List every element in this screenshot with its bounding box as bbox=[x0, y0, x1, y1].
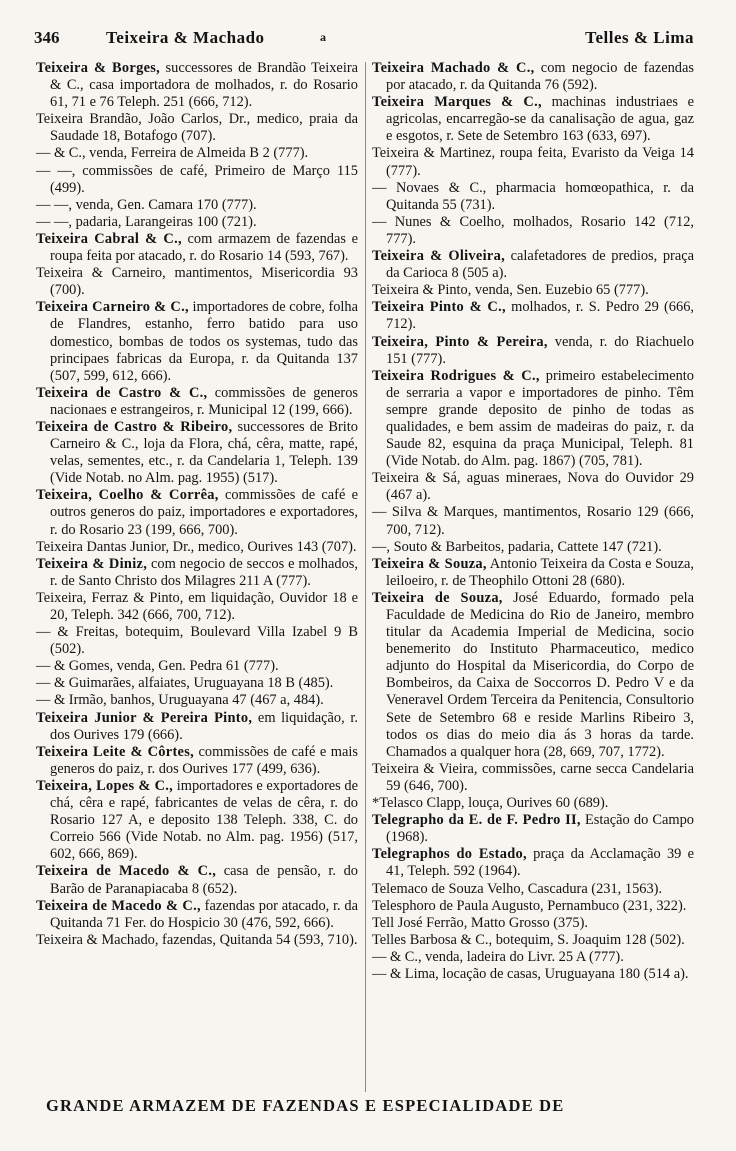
directory-entry bbox=[36, 231, 358, 265]
directory-entry bbox=[36, 624, 358, 658]
running-title-right: Telles & Lima bbox=[585, 28, 694, 47]
directory-entry bbox=[36, 265, 358, 299]
entry-text: Teixeira & Machado, fazendas, Quitanda 54 (593, 710). bbox=[36, 931, 358, 948]
page-header bbox=[34, 28, 694, 56]
entry-name: Teixeira, Lopes & C., bbox=[36, 777, 174, 794]
directory-entry bbox=[372, 932, 694, 949]
entry-name: Teixeira de Macedo & C., bbox=[36, 863, 217, 880]
entry-text: — & Freitas, botequim, Boulevard Villa Izabel 9 B (502). bbox=[36, 624, 358, 658]
entry-name: Teixeira de Castro & Ribeiro, bbox=[36, 418, 233, 435]
entry-name: Teixeira Marques & C., bbox=[372, 94, 542, 111]
entry-name: Teixeira Rodrigues & C., bbox=[372, 367, 540, 384]
entry-name: Teixeira de Castro & C., bbox=[36, 384, 208, 401]
directory-entry bbox=[372, 590, 694, 761]
directory-entry bbox=[372, 60, 694, 94]
directory-entry bbox=[36, 556, 358, 590]
entry-text: com armazem de fazendas e roupa feita por atacado, r. do Rosario 14 (593, 767). bbox=[50, 230, 359, 265]
entry-text: calafetadores de predios, praça da Carioca 8 (505 a). bbox=[386, 248, 694, 282]
entry-name: Teixeira de Souza, bbox=[372, 589, 503, 606]
directory-entry bbox=[36, 863, 358, 897]
running-title-left: Teixeira & Machado bbox=[106, 28, 265, 47]
left-column bbox=[36, 60, 358, 949]
directory-entry bbox=[372, 334, 694, 368]
directory-entry bbox=[372, 898, 694, 915]
directory-entry bbox=[372, 556, 694, 590]
entry-text: Telesphoro de Paula Augusto, Pernambuco (231, 322). bbox=[372, 897, 687, 914]
entry-text: — —, commissões de café, Primeiro de Março 115 (499). bbox=[36, 162, 358, 196]
entry-text: successores de Brito Carneiro & C., loja da Flora, chá, cêra, matte, rapé, velas, sementes, etc., r. da Candelaria 1, Teleph. 139 (Vide Notab. no Alm. pag. 1955) (517). bbox=[50, 418, 358, 487]
directory-entry bbox=[36, 214, 358, 231]
directory-entry bbox=[372, 94, 694, 145]
entry-text: importadores e exportadores de chá, cêra e rapé, fabricantes de velas de cêra, r. do Rosario 127 A, e deposito 138 Teleph. 338, C. do Correio 566 (Vide Notab. no Alm. pag. 1956) (517, 602, 666, 869). bbox=[50, 777, 358, 863]
entry-name: Teixeira Cabral & C., bbox=[36, 230, 182, 247]
directory-entry bbox=[36, 60, 358, 111]
directory-entry bbox=[36, 385, 358, 419]
directory-entry bbox=[372, 812, 694, 846]
entry-text: — & C., venda, ladeira do Livr. 25 A (777). bbox=[372, 948, 624, 965]
directory-entry bbox=[372, 949, 694, 966]
directory-entry bbox=[36, 932, 358, 949]
entry-text: machinas industriaes e agricolas, encarregão-se da canalisação de agua, gaz e esgotos, r. Sete de Setembro 163 (633, 697). bbox=[386, 94, 694, 145]
entry-text: Teixeira & Pinto, venda, Sen. Euzebio 65 (777). bbox=[372, 282, 649, 299]
directory-entry bbox=[36, 658, 358, 675]
entry-text: em liquidação, r. dos Ourives 179 (666). bbox=[50, 709, 358, 743]
directory-entry bbox=[372, 470, 694, 504]
entry-name: Teixeira de Macedo & C., bbox=[36, 897, 201, 914]
entry-text: venda, r. do Riachuelo 151 (777). bbox=[386, 333, 694, 367]
entry-text: Teixeira & Carneiro, mantimentos, Misericordia 93 (700). bbox=[36, 265, 358, 299]
directory-entry bbox=[372, 881, 694, 898]
directory-entry bbox=[36, 487, 358, 538]
directory-entry bbox=[36, 744, 358, 778]
entry-text: Estação do Campo (1968). bbox=[386, 812, 695, 846]
directory-entry bbox=[372, 795, 694, 812]
directory-entry bbox=[36, 590, 358, 624]
entry-text: molhados, r. S. Pedro 29 (666, 712). bbox=[386, 299, 694, 333]
entry-text: — & C., venda, Ferreira de Almeida B 2 (777). bbox=[36, 145, 309, 162]
entry-text: successores de Brandão Teixeira & C., casa importadora de molhados, r. do Rosario 61, 71 e 76 Teleph. 251 (666, 712). bbox=[50, 60, 359, 111]
directory-entry bbox=[372, 248, 694, 282]
entry-text: — Nunes & Coelho, molhados, Rosario 142 (712, 777). bbox=[372, 213, 694, 247]
directory-entry bbox=[372, 214, 694, 248]
entry-text: José Eduardo, formado pela Faculdade de Medicina do Rio de Janeiro, membro titular da Academia Imperial de Medicina, socio benemerito do Instituto Pharmaceutico, medico adjunto do Hospital da Misericordia, do Corpo de Bombeiros, da Caixa de Soccorros D. Pedro V e da Veneravel Ordem Terceira da Penitencia, Consultorio Sete de Setembro 68 e reside Marlins Ribeiro 3, todos os dias do meio dia ás 3 horas da tarde. Chamados a qualquer hora (28, 669, 707, 1772). bbox=[386, 589, 694, 760]
entry-text: —, Souto & Barbeitos, padaria, Cattete 147 (721). bbox=[372, 538, 662, 555]
directory-entry bbox=[36, 778, 358, 863]
entry-text: Tell José Ferrão, Matto Grosso (375). bbox=[372, 914, 589, 931]
entry-text: — & Gomes, venda, Gen. Pedra 61 (777). bbox=[36, 658, 279, 675]
directory-entry bbox=[372, 180, 694, 214]
entry-text: fazendas por atacado, r. da Quitanda 71 Fer. do Hospicio 30 (476, 592, 666). bbox=[50, 897, 359, 931]
entry-text: importadores de cobre, folha de Flandres, estanho, ferro batido para uso domestico, bombas de todos os systemas, tudo das principaes fabricas da Europa, r. da Quitanda 137 (507, 599, 612, 666). bbox=[50, 299, 359, 384]
entry-text: commissões de café e mais generos do paiz, r. dos Ourives 177 (499, 636). bbox=[50, 743, 358, 777]
entry-text: praça da Acclamação 39 e 41, Teleph. 592 (1964). bbox=[386, 846, 694, 880]
entry-text: Teixeira, Ferraz & Pinto, em liquidação, Ouvidor 18 e 20, Teleph. 342 (666, 700, 712). bbox=[36, 589, 358, 623]
entry-text: — & Lima, locação de casas, Uruguayana 180 (514 a). bbox=[372, 965, 689, 982]
right-column bbox=[372, 60, 694, 983]
entry-text: com negocio de fazendas por atacado, r. da Quitanda 76 (592). bbox=[386, 60, 694, 94]
entry-text: — Novaes & C., pharmacia homœopathica, r. da Quitanda 55 (731). bbox=[372, 179, 694, 213]
printer-mark: a bbox=[320, 30, 326, 44]
directory-entry bbox=[372, 368, 694, 471]
entry-name: Teixeira & Borges, bbox=[36, 60, 161, 76]
directory-entry bbox=[36, 539, 358, 556]
entry-text: — & Irmão, banhos, Uruguayana 47 (467 a, 484). bbox=[36, 692, 324, 709]
entry-name: Teixeira, Pinto & Pereira, bbox=[372, 333, 548, 350]
entry-text: Teixeira & Martinez, roupa feita, Evaristo da Veiga 14 (777). bbox=[372, 145, 694, 179]
page-number: 346 bbox=[34, 28, 60, 47]
entry-name: Teixeira Pinto & C., bbox=[372, 299, 506, 316]
directory-entry bbox=[372, 846, 694, 880]
directory-entry bbox=[372, 915, 694, 932]
directory-entry bbox=[372, 282, 694, 299]
entry-text: *Telasco Clapp, louça, Ourives 60 (689). bbox=[372, 795, 609, 812]
column-divider bbox=[365, 62, 366, 1092]
entry-text: primeiro estabelecimento de serraria a vapor e importadores de pinho. Têm sempre grande deposito de pinho de todas as qualidades, e bem assim de madeiras do paiz, r. da Saude 82, esquina da praça Municipal, Teleph. 81 (Vide Notab. do Alm. pag. 1867) (705, 781). bbox=[386, 367, 694, 470]
entry-name: Teixeira Machado & C., bbox=[372, 60, 535, 76]
footer-advertisement: GRANDE ARMAZEM DE FAZENDAS E ESPECIALIDADE DE bbox=[46, 1096, 565, 1115]
directory-entry bbox=[36, 197, 358, 214]
directory-entry bbox=[36, 299, 358, 384]
directory-entry bbox=[372, 145, 694, 179]
entry-text: Telemaco de Souza Velho, Cascadura (231, 1563). bbox=[372, 880, 663, 897]
directory-entry bbox=[36, 163, 358, 197]
directory-entry bbox=[36, 898, 358, 932]
entry-name: Telegrapho da E. de F. Pedro II, bbox=[372, 812, 581, 829]
entry-text: — —, padaria, Larangeiras 100 (721). bbox=[36, 213, 257, 230]
entry-name: Telegraphos do Estado, bbox=[372, 846, 527, 863]
directory-entry bbox=[372, 504, 694, 538]
entry-text: — Silva & Marques, mantimentos, Rosario 129 (666, 700, 712). bbox=[372, 504, 694, 538]
entry-text: Telles Barbosa & C., botequim, S. Joaquim 128 (502). bbox=[372, 931, 685, 948]
entry-name: Teixeira Leite & Côrtes, bbox=[36, 743, 195, 760]
directory-entry bbox=[36, 710, 358, 744]
entry-name: Teixeira Junior & Pereira Pinto, bbox=[36, 709, 253, 726]
entry-text: commissões de generos nacionaes e estrangeiros, r. Municipal 12 (199, 666). bbox=[50, 384, 359, 418]
entry-text: commissões de café e outros generos do paiz, importadores e exportadores, r. do Rosario 23 (199, 666, 700). bbox=[50, 487, 359, 538]
entry-text: com negocio de seccos e molhados, r. de Santo Christo dos Milagres 211 A (777). bbox=[50, 555, 358, 589]
directory-entry bbox=[372, 761, 694, 795]
entry-name: Teixeira & Diniz, bbox=[36, 555, 148, 572]
entry-text: Teixeira Brandão, João Carlos, Dr., medico, praia da Saudade 18, Botafogo (707). bbox=[36, 111, 358, 145]
entry-text: Antonio Teixeira da Costa e Souza, leiloeiro, r. de Theophilo Ottoni 28 (680). bbox=[386, 555, 694, 589]
directory-entry bbox=[372, 966, 694, 983]
directory-entry bbox=[36, 145, 358, 162]
entry-name: Teixeira & Oliveira, bbox=[372, 248, 505, 265]
entry-text: Teixeira & Vieira, commissões, carne secca Candelaria 59 (646, 700). bbox=[372, 760, 694, 794]
directory-entry bbox=[36, 675, 358, 692]
directory-entry bbox=[36, 111, 358, 145]
directory-entry bbox=[372, 299, 694, 333]
entry-text: — & Guimarães, alfaiates, Uruguayana 18 B (485). bbox=[36, 675, 334, 692]
directory-entry bbox=[36, 692, 358, 709]
directory-entry bbox=[36, 419, 358, 487]
entry-text: Teixeira & Sá, aguas mineraes, Nova do Ouvidor 29 (467 a). bbox=[372, 470, 694, 504]
entry-name: Teixeira Carneiro & C., bbox=[36, 299, 189, 316]
entry-name: Teixeira & Souza, bbox=[372, 555, 487, 572]
entry-text: — —, venda, Gen. Camara 170 (777). bbox=[36, 196, 257, 213]
entry-text: casa de pensão, r. do Barão de Paranapiacaba 8 (652). bbox=[50, 863, 358, 897]
entry-name: Teixeira, Coelho & Corrêa, bbox=[36, 487, 219, 504]
entry-text: Teixeira Dantas Junior, Dr., medico, Ourives 143 (707). bbox=[36, 538, 357, 555]
directory-entry bbox=[372, 539, 694, 556]
